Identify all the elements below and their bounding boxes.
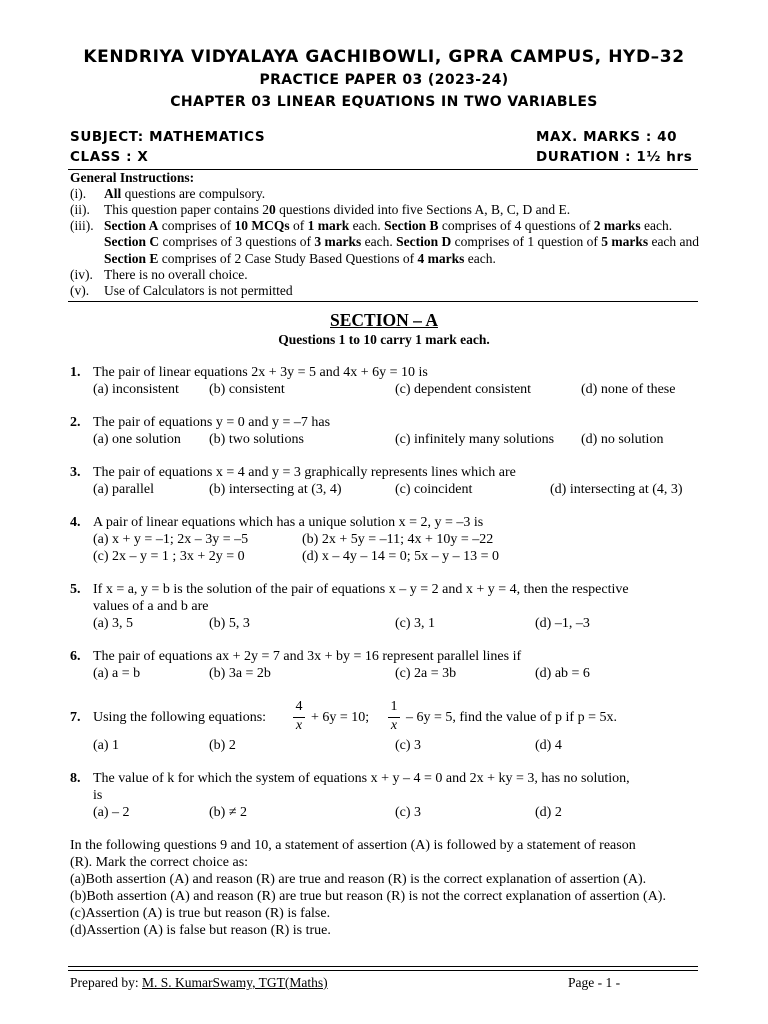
option: (b) 2 xyxy=(209,738,236,753)
option: (a) one solution xyxy=(93,432,181,447)
prepared-by xyxy=(70,975,328,991)
assertion-intro: (R). Mark the correct choice as: xyxy=(70,855,249,870)
assertion-choice: (b)Both assertion (A) and reason (R) are true but reason (R) is not the correct explanation of assertion (A). xyxy=(70,889,666,904)
option: (a) parallel xyxy=(93,482,155,497)
option: (c) dependent consistent xyxy=(395,382,532,397)
question-text: A pair of linear equations which has a unique solution x = 2, y = –3 is xyxy=(93,515,484,530)
option: (c) coincident xyxy=(395,482,473,497)
option: (b) two solutions xyxy=(209,432,304,447)
assertion-intro: In the following questions 9 and 10, a statement of assertion (A) is followed by a statement of reason xyxy=(70,838,636,853)
question-number: 4. xyxy=(70,515,81,530)
assertion-choice: (d)Assertion (A) is false but reason (R) is true. xyxy=(70,923,331,938)
option: (a) inconsistent xyxy=(93,382,179,397)
school-title: KENDRIYA VIDYALAYA GACHIBOWLI, GPRA CAMPUS, HYD–32 xyxy=(83,47,685,67)
option: (d) 4 xyxy=(535,738,562,753)
question-number: 6. xyxy=(70,649,81,664)
prepared-label: Prepared by: xyxy=(70,975,139,990)
instruction-text: There is no overall choice. xyxy=(104,267,248,282)
question-text-continued: values of a and b are xyxy=(93,599,209,614)
assertion-choice: (a)Both assertion (A) and reason (R) are true and reason (R) is the correct explanation of assertion (A). xyxy=(70,872,647,887)
option: (b) 5, 3 xyxy=(209,616,250,631)
fraction-numerator: 4 xyxy=(295,699,303,714)
paper-title: PRACTICE PAPER 03 (2023-24) xyxy=(259,72,509,88)
divider xyxy=(68,301,698,302)
option: (d) –1, –3 xyxy=(535,616,590,631)
assertion-choice: (c)Assertion (A) is true but reason (R) is false. xyxy=(70,906,331,921)
option: (b) 2x + 5y = –11; 4x + 10y = –22 xyxy=(302,532,494,547)
question-text: The pair of linear equations 2x + 3y = 5 and 4x + 6y = 10 is xyxy=(93,365,428,380)
class-label: CLASS : X xyxy=(70,149,149,165)
option: (c) infinitely many solutions xyxy=(395,432,555,447)
question-number: 3. xyxy=(70,465,81,480)
question-number: 8. xyxy=(70,771,81,786)
instruction-text: All questions are compulsory. xyxy=(104,186,266,201)
option: (c) 2x – y = 1 ; 3x + 2y = 0 xyxy=(93,549,245,564)
option: (d) intersecting at (4, 3) xyxy=(550,482,683,497)
question-text: The value of k for which the system of equations x + y – 4 = 0 and 2x + ky = 3, has no solution, xyxy=(93,771,630,786)
instruction-number: (v). xyxy=(70,283,90,298)
option: (d) none of these xyxy=(581,382,676,397)
max-marks-label: MAX. MARKS : 40 xyxy=(536,129,678,145)
instruction-text: This question paper contains 20 questions divided into five Sections A, B, C, D and E. xyxy=(104,202,571,217)
option: (c) 3 xyxy=(395,805,422,820)
instruction-text: Section A comprises of 10 MCQs of 1 mark each. Section B comprises of 4 questions of 2 marks each. Section C comprises of 3 questions of 3 marks each. Section D comprises of 1 question of 5 marks each and Section E comprises of 2 Case Study Based Questions of 4 marks each. xyxy=(104,218,700,266)
page-number: Page - 1 - xyxy=(568,975,621,990)
subject-label: SUBJECT: MATHEMATICS xyxy=(70,129,266,145)
equation-text: + 6y = 10; xyxy=(311,710,370,725)
fraction xyxy=(387,699,401,734)
footer-divider xyxy=(68,966,698,967)
option: (a) 3, 5 xyxy=(93,616,134,631)
fraction-numerator: 1 xyxy=(390,699,398,714)
option: (d) no solution xyxy=(581,432,664,447)
option: (b) 3a = 2b xyxy=(209,666,271,681)
question-text: The pair of equations ax + 2y = 7 and 3x + by = 16 represent parallel lines if xyxy=(93,649,522,664)
option: (a) x + y = –1; 2x – 3y = –5 xyxy=(93,532,249,547)
option: (d) 2 xyxy=(535,805,562,820)
author-name: M. S. KumarSwamy, TGT(Maths) xyxy=(141,975,328,990)
instructions-heading: General Instructions: xyxy=(70,170,195,185)
instruction-number: (iv). xyxy=(70,267,93,282)
instruction-number: (i). xyxy=(70,186,87,201)
instruction-number: (ii). xyxy=(70,202,90,217)
section-subtitle: Questions 1 to 10 carry 1 mark each. xyxy=(278,332,490,347)
instruction-number: (iii). xyxy=(70,218,94,233)
option: (d) ab = 6 xyxy=(535,666,590,681)
question-number: 1. xyxy=(70,365,81,380)
question-text: Using the following equations: xyxy=(93,710,267,725)
option: (d) x – 4y – 14 = 0; 5x – y – 13 = 0 xyxy=(302,549,500,564)
option: (a) 1 xyxy=(93,738,120,753)
option: (c) 3 xyxy=(395,738,422,753)
option: (a) a = b xyxy=(93,666,141,681)
option: (b) intersecting at (3, 4) xyxy=(209,482,342,497)
question-number: 7. xyxy=(70,710,81,725)
equation-text: – 6y = 5, find the value of p if p = 5x. xyxy=(406,710,617,725)
option: (a) – 2 xyxy=(93,805,130,820)
instruction-text: Use of Calculators is not permitted xyxy=(104,283,293,298)
option: (b) ≠ 2 xyxy=(209,805,248,820)
question-text: If x = a, y = b is the solution of the pair of equations x – y = 2 and x + y = 4, then the respective xyxy=(93,582,629,597)
question-number: 2. xyxy=(70,415,81,430)
fraction-denominator: x xyxy=(390,718,398,733)
question-text: The pair of equations x = 4 and y = 3 graphically represents lines which are xyxy=(93,465,516,480)
option: (c) 3, 1 xyxy=(395,616,436,631)
fraction-denominator: x xyxy=(295,718,303,733)
footer-divider xyxy=(68,970,698,971)
option: (c) 2a = 3b xyxy=(395,666,457,681)
duration-label: DURATION : 1½ hrs xyxy=(536,149,693,165)
option: (b) consistent xyxy=(209,382,285,397)
question-text: The pair of equations y = 0 and y = –7 has xyxy=(93,415,331,430)
chapter-title: CHAPTER 03 LINEAR EQUATIONS IN TWO VARIABLES xyxy=(170,94,598,110)
section-title: SECTION – A xyxy=(330,310,438,330)
question-text-continued: is xyxy=(93,788,103,803)
fraction xyxy=(292,699,306,734)
question-number: 5. xyxy=(70,582,81,597)
